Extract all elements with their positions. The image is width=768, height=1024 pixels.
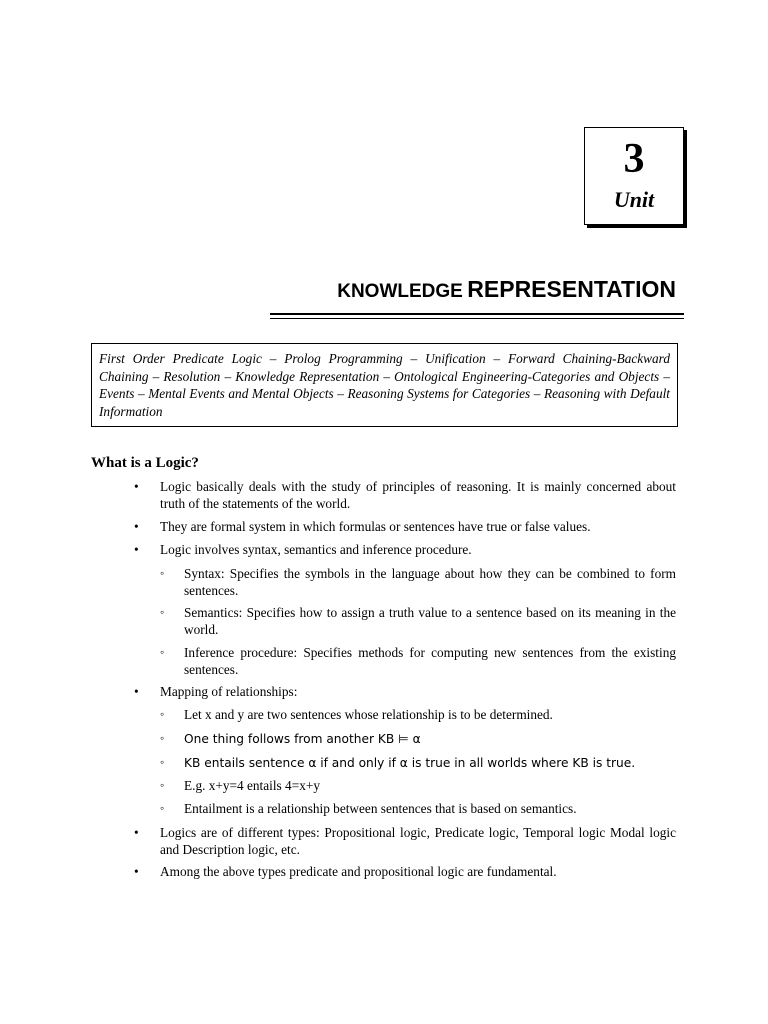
sub-bullet-marker: ◦ <box>160 645 165 659</box>
list-item-text: They are formal system in which formulas or sentences have true or false values. <box>160 519 591 534</box>
sub-list-item <box>160 755 676 772</box>
chapter-title-word2: REPRESENTATION <box>467 276 676 302</box>
chapter-title <box>337 276 676 303</box>
bullet-marker: • <box>134 864 139 879</box>
bullet-marker: • <box>134 825 139 840</box>
title-underline-thick <box>270 313 684 315</box>
list-item-text: Logic basically deals with the study of principles of reasoning. It is mainly concerned about truth of the statements of the world. <box>160 479 676 511</box>
sub-list-item <box>160 778 676 795</box>
topics-box: First Order Predicate Logic – Prolog Programming – Unification – Forward Chaining-Backward Chaining – Resolution – Knowledge Representation – Ontological Engineering-Categories and Objects – Events – Mental Events and Mental Objects – Reasoning Systems for Categories – Reasoning with Default Information <box>91 343 678 427</box>
list-item-text: Inference procedure: Specifies methods for computing new sentences from the existing sentences. <box>184 645 676 677</box>
bullet-marker: • <box>134 684 139 699</box>
section-heading: What is a Logic? <box>91 455 199 471</box>
unit-label: Unit <box>613 187 655 212</box>
list-item <box>134 542 676 559</box>
sub-bullet-marker: ◦ <box>160 801 165 815</box>
sub-bullet-marker: ◦ <box>160 707 165 721</box>
list-item-text: Let x and y are two sentences whose relationship is to be determined. <box>184 707 553 722</box>
sub-bullet-marker: ◦ <box>160 778 165 792</box>
list-item-text: Logic involves syntax, semantics and inference procedure. <box>160 542 472 557</box>
list-item-text: KB entails sentence α if and only if α is true in all worlds where KB is true. <box>184 756 636 770</box>
unit-badge <box>584 127 684 225</box>
sub-list-item <box>160 645 676 678</box>
list-item-text: E.g. x+y=4 entails 4=x+y <box>184 778 320 793</box>
bullet-marker: • <box>134 519 139 534</box>
list-item-text: Among the above types predicate and propositional logic are fundamental. <box>160 864 557 879</box>
sub-bullet-marker: ◦ <box>160 755 165 769</box>
list-item <box>134 864 676 881</box>
bullet-marker: • <box>134 479 139 494</box>
unit-number: 3 <box>623 136 645 182</box>
list-item-text: Semantics: Specifies how to assign a truth value to a sentence based on its meaning in the world. <box>184 605 676 637</box>
list-item-text: Mapping of relationships: <box>160 684 298 699</box>
list-item-text: Logics are of different types: Propositional logic, Predicate logic, Temporal logic Modal logic and Description logic, etc. <box>160 825 676 857</box>
list-item <box>134 479 676 512</box>
list-item-text: Syntax: Specifies the symbols in the language about how they can be combined to form sentences. <box>184 566 676 598</box>
bullet-marker: • <box>134 542 139 557</box>
sub-list-item <box>160 731 676 748</box>
list-item <box>134 825 676 858</box>
sub-list-item <box>160 707 676 724</box>
title-underline-thin <box>270 318 684 319</box>
list-item-text: One thing follows from another KB ⊨ α <box>184 732 421 746</box>
sub-list-item <box>160 566 676 599</box>
sub-bullet-marker: ◦ <box>160 731 165 745</box>
sub-list-item <box>160 801 676 818</box>
list-item-text: Entailment is a relationship between sentences that is based on semantics. <box>184 801 577 816</box>
sub-bullet-marker: ◦ <box>160 605 165 619</box>
chapter-title-word1: KNOWLEDGE <box>337 281 463 302</box>
sub-list-item <box>160 605 676 638</box>
list-item <box>134 684 676 701</box>
list-item <box>134 519 676 536</box>
sub-bullet-marker: ◦ <box>160 566 165 580</box>
